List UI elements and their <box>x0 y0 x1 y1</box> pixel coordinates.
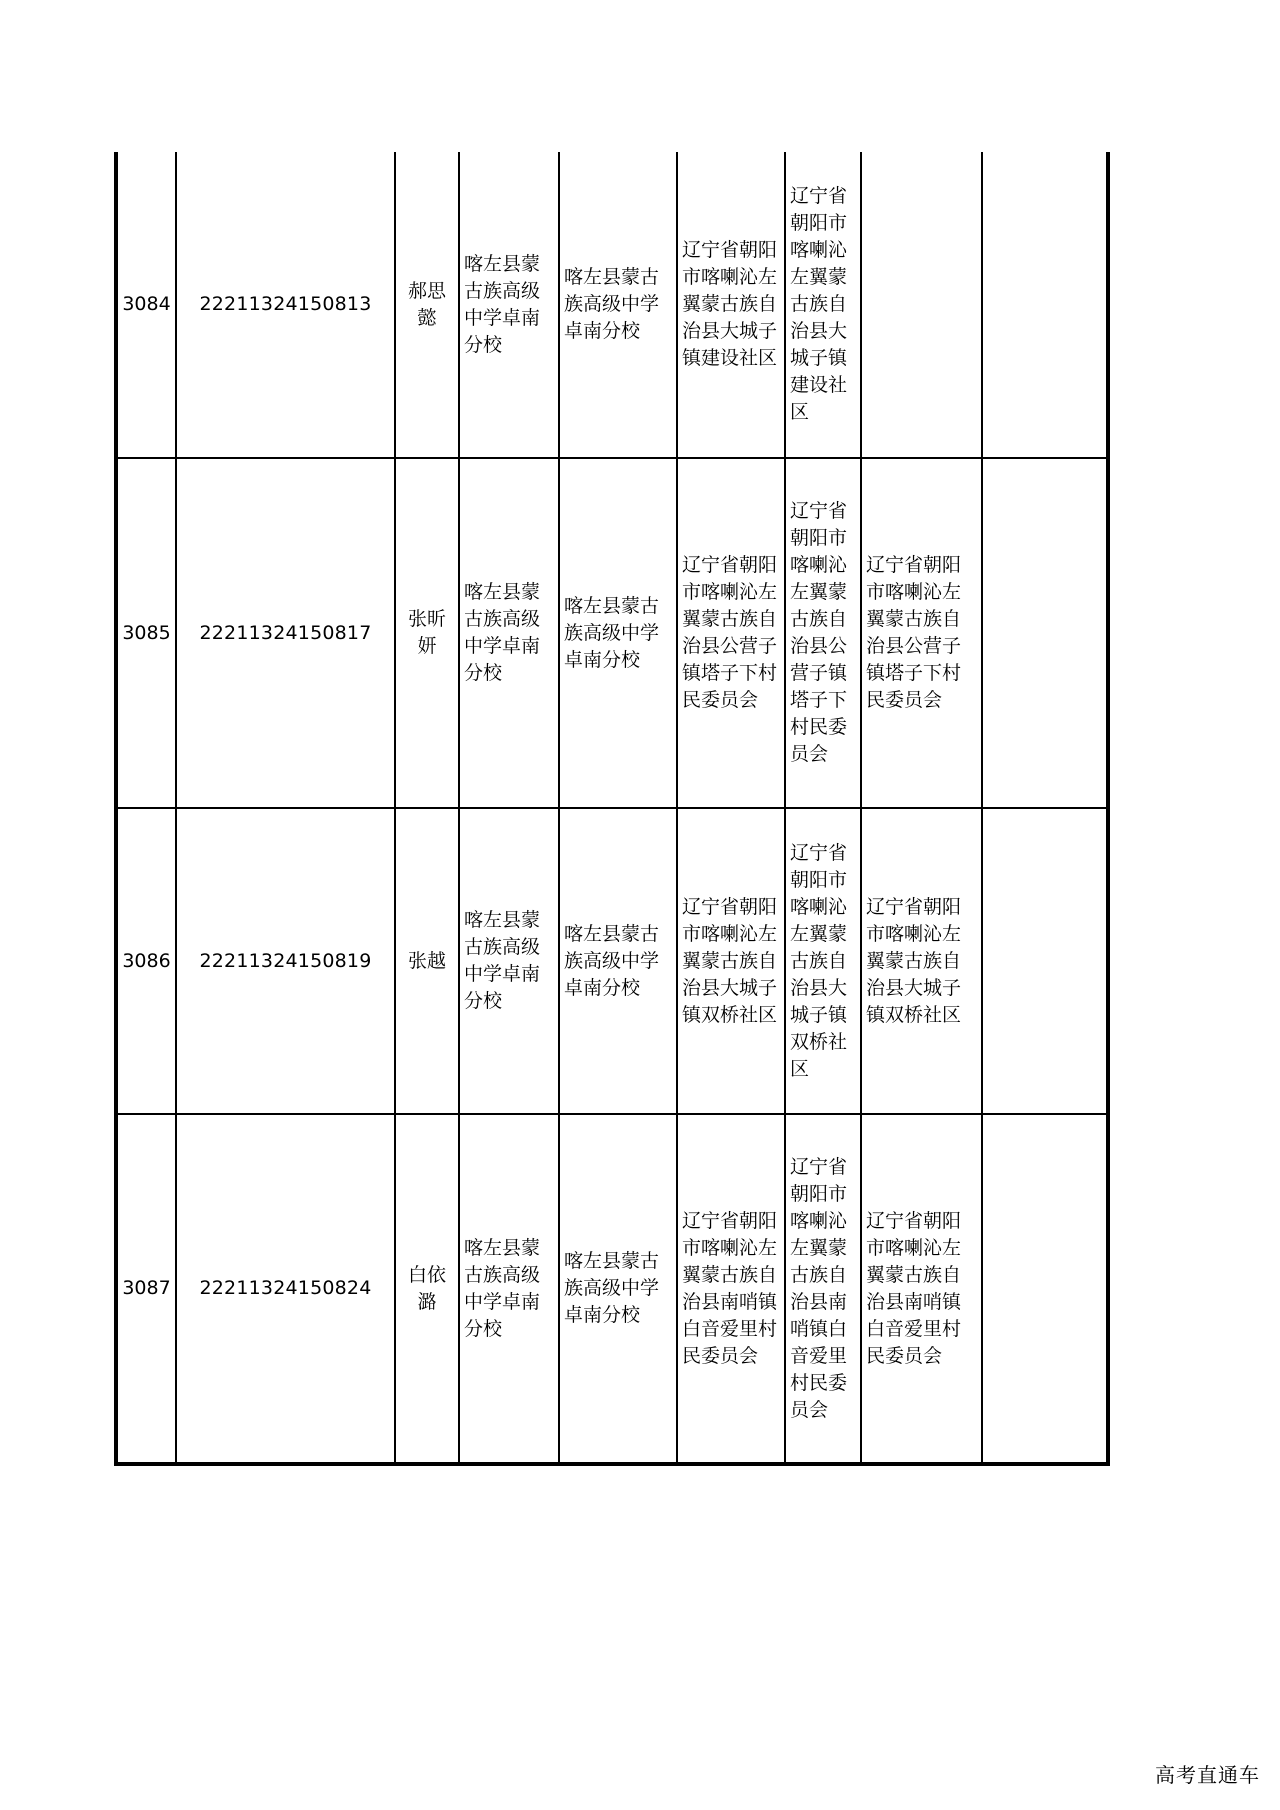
school-name-secondary: 喀左县蒙古族高级中学卓南分校 <box>559 808 677 1114</box>
school-name: 喀左县蒙古族高级中学卓南分校 <box>459 458 559 808</box>
row-number: 3086 <box>116 808 176 1114</box>
exam-id: 22211324150824 <box>176 1114 395 1464</box>
school-name: 喀左县蒙古族高级中学卓南分校 <box>459 1114 559 1464</box>
row-number: 3084 <box>116 152 176 458</box>
school-name-secondary: 喀左县蒙古族高级中学卓南分校 <box>559 152 677 458</box>
table-row <box>116 808 1108 1114</box>
residence-address: 辽宁省朝阳市喀喇沁左翼蒙古族自治县公营子镇塔子下村民委员会 <box>785 458 861 808</box>
exam-id: 22211324150813 <box>176 152 395 458</box>
table-row <box>116 1114 1108 1464</box>
student-name: 张越 <box>395 808 459 1114</box>
remarks-cell <box>982 458 1108 808</box>
table-row <box>116 458 1108 808</box>
school-name: 喀左县蒙古族高级中学卓南分校 <box>459 152 559 458</box>
row-number: 3087 <box>116 1114 176 1464</box>
parent-address <box>861 152 982 458</box>
household-address: 辽宁省朝阳市喀喇沁左翼蒙古族自治县大城子镇建设社区 <box>677 152 785 458</box>
parent-address: 辽宁省朝阳市喀喇沁左翼蒙古族自治县南哨镇白音爱里村民委员会 <box>861 1114 982 1464</box>
household-address: 辽宁省朝阳市喀喇沁左翼蒙古族自治县大城子镇双桥社区 <box>677 808 785 1114</box>
watermark-text: 高考直通车 <box>1155 1763 1260 1787</box>
parent-address: 辽宁省朝阳市喀喇沁左翼蒙古族自治县公营子镇塔子下村民委员会 <box>861 458 982 808</box>
school-name-secondary: 喀左县蒙古族高级中学卓南分校 <box>559 1114 677 1464</box>
residence-address: 辽宁省朝阳市喀喇沁左翼蒙古族自治县大城子镇双桥社区 <box>785 808 861 1114</box>
remarks-cell <box>982 808 1108 1114</box>
student-roster-table <box>114 152 1110 1466</box>
exam-id: 22211324150817 <box>176 458 395 808</box>
student-name: 郝思懿 <box>395 152 459 458</box>
remarks-cell <box>982 152 1108 458</box>
residence-address: 辽宁省朝阳市喀喇沁左翼蒙古族自治县大城子镇建设社区 <box>785 152 861 458</box>
school-name: 喀左县蒙古族高级中学卓南分校 <box>459 808 559 1114</box>
household-address: 辽宁省朝阳市喀喇沁左翼蒙古族自治县南哨镇白音爱里村民委员会 <box>677 1114 785 1464</box>
student-name: 张昕妍 <box>395 458 459 808</box>
parent-address: 辽宁省朝阳市喀喇沁左翼蒙古族自治县大城子镇双桥社区 <box>861 808 982 1114</box>
table-row <box>116 152 1108 458</box>
student-name: 白依潞 <box>395 1114 459 1464</box>
residence-address: 辽宁省朝阳市喀喇沁左翼蒙古族自治县南哨镇白音爱里村民委员会 <box>785 1114 861 1464</box>
household-address: 辽宁省朝阳市喀喇沁左翼蒙古族自治县公营子镇塔子下村民委员会 <box>677 458 785 808</box>
remarks-cell <box>982 1114 1108 1464</box>
exam-id: 22211324150819 <box>176 808 395 1114</box>
row-number: 3085 <box>116 458 176 808</box>
school-name-secondary: 喀左县蒙古族高级中学卓南分校 <box>559 458 677 808</box>
